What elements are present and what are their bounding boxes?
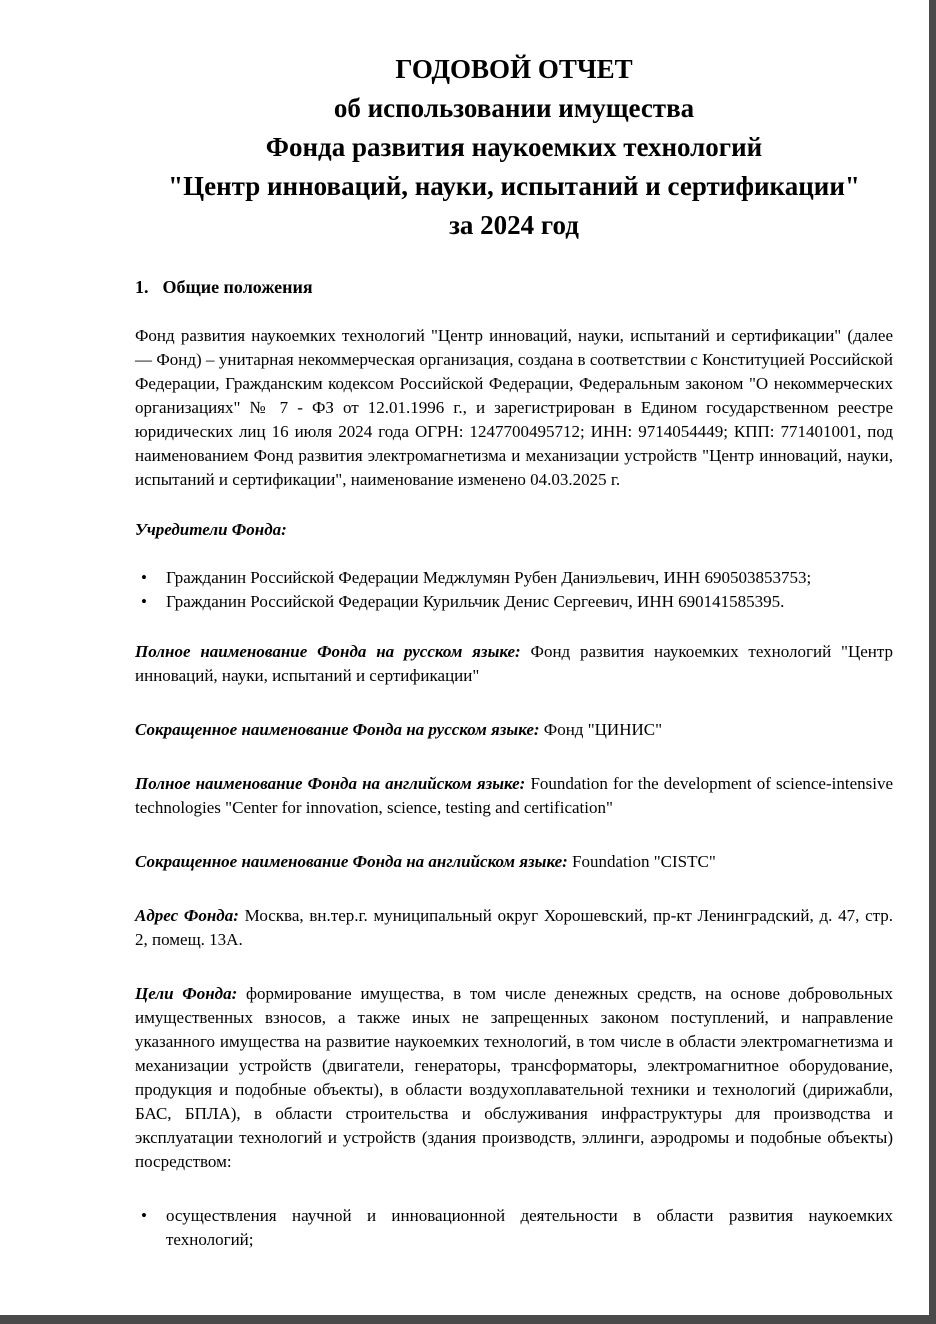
title-line-5: за 2024 год [449, 210, 579, 240]
field-short-name-en [135, 850, 893, 874]
title-line-3: Фонда развития наукоемких технологий [265, 132, 763, 162]
section-number: 1. [135, 277, 149, 297]
field-value: Москва, вн.тер.г. муниципальный округ Хорошевский, пр-кт Ленинградский, д. 47, стр. 2, помещ. 13А. [135, 906, 894, 949]
field-label: Адрес Фонда: [135, 906, 239, 925]
field-full-name-en [135, 772, 893, 820]
field-value: Фонд "ЦИНИС" [543, 720, 663, 739]
field-address [135, 904, 893, 952]
field-label: Сокращенное наименование Фонда на русском языке: [135, 720, 540, 739]
intro-paragraph: Фонд развития наукоемких технологий "Центр инноваций, науки, испытаний и сертификации" (далее — Фонд) – унитарная некоммерческая организация, создана в соответствии с Конституцией Российской Федерации, Гражданским кодексом Российской Федерации, Федеральным законом "О некоммерческих организациях" № 7 - ФЗ от 12.01.1996 г., и зарегистрирован в Едином государственном реестре юридических лиц 16 июля 2024 года ОГРН: 1247700495712; ИНН: 9714054449; КПП: 771401001, под наименованием Фонд развития электромагнетизма и механизации устройств "Центр инноваций, науки, испытаний и сертификации", наименование изменено 04.03.2025 г. [135, 326, 893, 489]
field-goals [135, 982, 893, 1174]
field-label: Цели Фонда: [135, 984, 238, 1003]
field-label: Сокращенное наименование Фонда на английском языке: [135, 852, 568, 871]
goals-list [135, 1204, 893, 1252]
title-line-2: об использовании имущества [333, 93, 695, 123]
document-title [135, 50, 893, 245]
section-heading [135, 277, 893, 298]
founders-label: Учредители Фонда: [135, 520, 287, 539]
field-value: формирование имущества, в том числе денежных средств, на основе добровольных имущественных взносов, а также иных не запрещенных законом поступлений, и направление указанного имущества на развитие наукоемких технологий, в том числе в области электромагнетизма и механизации устройств (двигатели, генераторы, трансформаторы, электромагнитное оборудование, продукция и подобные объекты), в области воздухоплавательной техники и технологий (дирижабли, БАС, БПЛА), в области строительства и обслуживания инфраструктуры для производства и эксплуатации технологий и устройств (здания производств, эллинги, аэродромы и подобные объекты) посредством: [135, 984, 894, 1171]
list-item: • Гражданин Российской Федерации Меджлумян Рубен Даниэльевич, ИНН 690503853753; [135, 566, 893, 590]
list-item: • осуществления научной и инновационной деятельности в области развития наукоемких технологий; [135, 1204, 893, 1252]
list-item: • Гражданин Российской Федерации Курильчик Денис Сергеевич, ИНН 690141585395. [135, 590, 893, 614]
field-full-name-ru [135, 640, 893, 688]
field-short-name-ru [135, 718, 893, 742]
field-label: Полное наименование Фонда на русском языке: [135, 642, 521, 661]
field-value: Фонд развития наукоемких технологий "Центр инноваций, науки, испытаний и сертификации" [135, 642, 894, 685]
field-value: Foundation "CISTC" [572, 852, 716, 871]
section-heading-text: Общие положения [162, 277, 313, 297]
field-value: Foundation for the development of science-intensive technologies "Center for innovation, science, testing and certification" [135, 774, 894, 817]
title-line-4: "Центр инноваций, науки, испытаний и сертификации" [168, 171, 860, 201]
founders-list [135, 566, 893, 614]
field-label: Полное наименование Фонда на английском языке: [135, 774, 526, 793]
title-line-1: ГОДОВОЙ ОТЧЕТ [395, 54, 633, 84]
